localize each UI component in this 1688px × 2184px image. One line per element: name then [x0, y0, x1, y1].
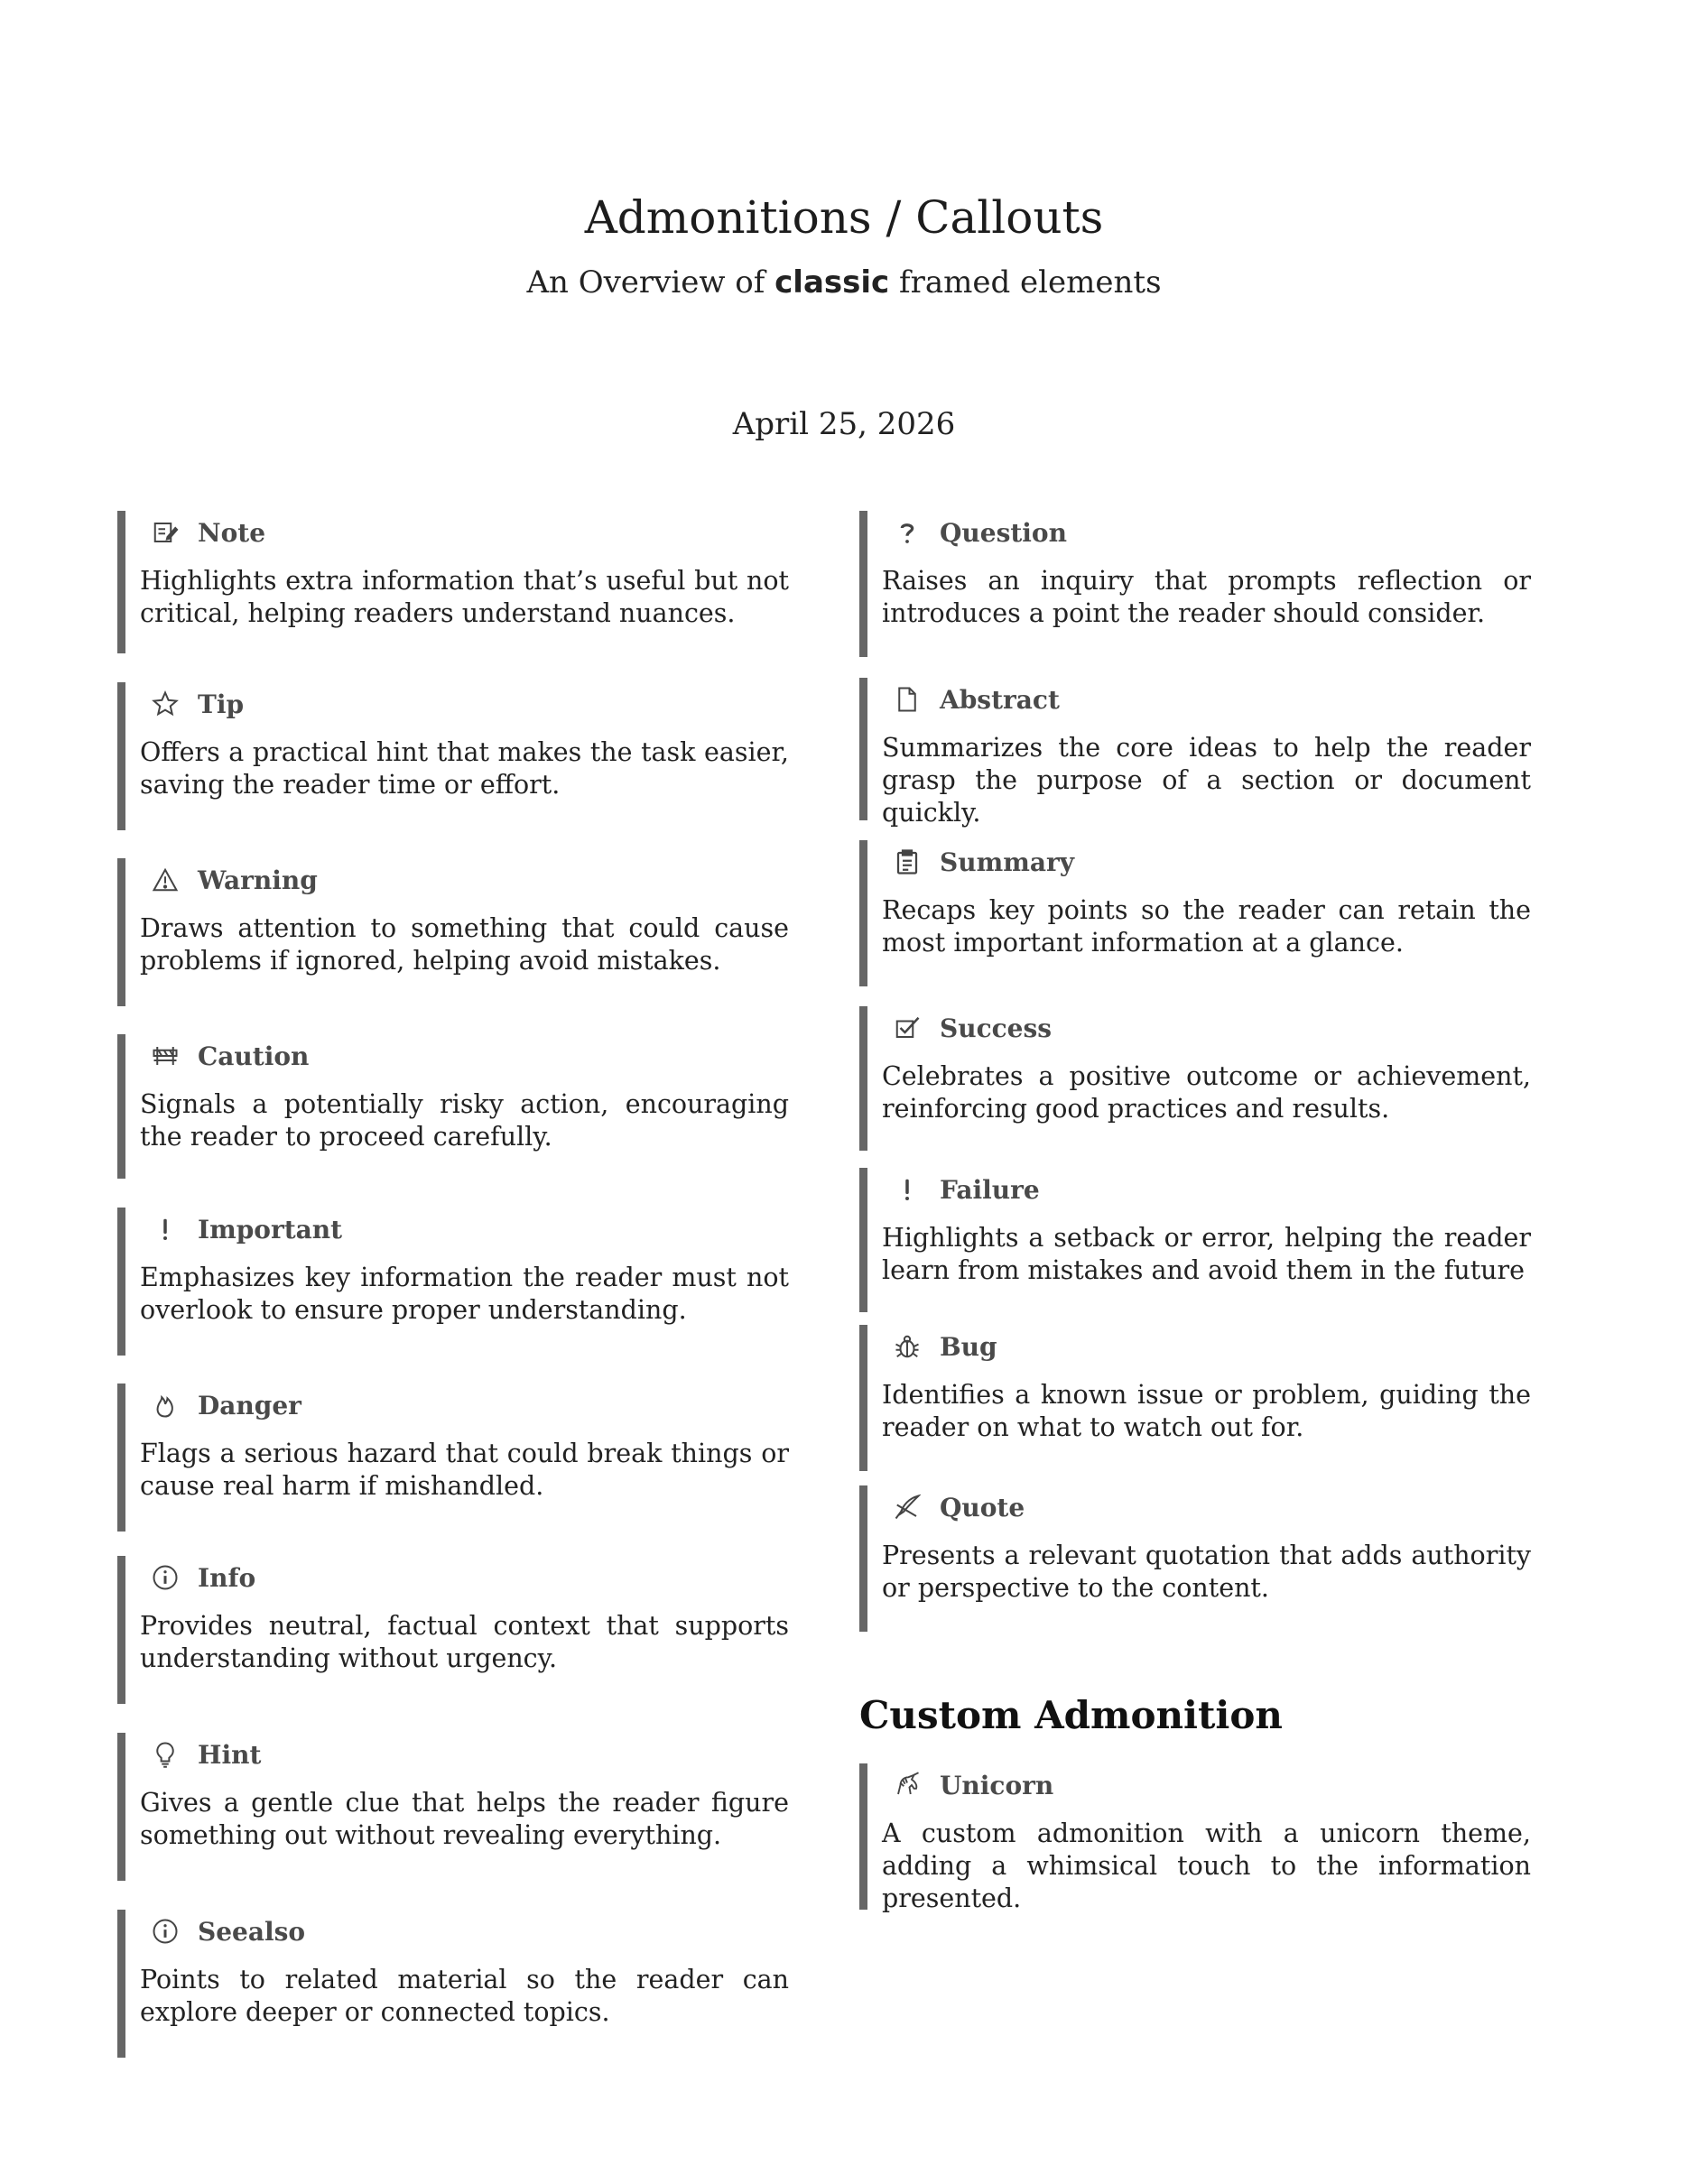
admonition-header [151, 1736, 261, 1772]
admonition-text: Presents a relevant quotation that adds authority or perspective to the content. [882, 1541, 1531, 1603]
admonition-label: Important [198, 1214, 343, 1245]
admonition-label: Abstract [940, 684, 1060, 715]
note-pencil-icon [151, 518, 180, 547]
admonition-seealso [117, 1910, 796, 2058]
admonition-header [893, 844, 1074, 880]
admonition-header [893, 1171, 1040, 1208]
admonition-label: Note [198, 517, 266, 548]
admonition-abstract [859, 678, 1538, 828]
admonition-header [893, 1767, 1053, 1803]
document-icon [893, 685, 922, 714]
admonition-label: Hint [198, 1739, 262, 1770]
admonition-quote [859, 1485, 1538, 1632]
admonition-header [893, 514, 1067, 551]
lightbulb-icon [151, 1740, 180, 1769]
admonition-info [117, 1556, 796, 1704]
clipboard-icon [893, 847, 922, 876]
info-circle-icon [151, 1917, 180, 1946]
admonition-header [151, 514, 265, 551]
admonition-text: Celebrates a positive outcome or achievement, reinforcing good practices and results. [882, 1061, 1531, 1124]
admonition-label: Unicorn [940, 1770, 1054, 1800]
admonition-header [893, 1328, 997, 1365]
admonition-danger [117, 1384, 796, 1532]
barrier-icon [151, 1041, 180, 1070]
admonition-text: Signals a potentially risky action, encouraging the reader to proceed carefully. [140, 1089, 789, 1152]
admonition-text: Gives a gentle clue that helps the reader figure something out without revealing everything. [140, 1788, 789, 1850]
admonition-header [893, 1489, 1025, 1525]
admonition-label: Seealso [198, 1916, 306, 1947]
admonition-failure [859, 1168, 1538, 1312]
admonition-note [117, 511, 796, 653]
admonition-text: Raises an inquiry that prompts reflection or introduces a point the reader should consider. [882, 566, 1531, 628]
subtitle-after: framed elements [899, 264, 1162, 301]
custom-admonition-heading: Custom Admonition [859, 1693, 1283, 1737]
document-subtitle [0, 262, 1688, 303]
subtitle-before: An Overview of [526, 264, 765, 301]
admonition-label: Question [940, 517, 1067, 548]
admonition-label: Warning [198, 865, 318, 895]
admonition-header [151, 1559, 255, 1596]
admonition-summary [859, 840, 1538, 986]
admonition-warning [117, 858, 796, 1006]
admonition-caution [117, 1034, 796, 1179]
admonition-text: Provides neutral, factual context that supports understanding without urgency. [140, 1611, 789, 1673]
admonition-tip [117, 682, 796, 830]
exclamation-icon [151, 1215, 180, 1244]
admonition-label: Failure [940, 1174, 1040, 1205]
admonition-text: Emphasizes key information the reader must not overlook to ensure proper understanding. [140, 1263, 789, 1325]
admonition-text: A custom admonition with a unicorn theme, adding a whimsical touch to the information presented. [882, 1818, 1531, 1913]
exclamation-icon [893, 1175, 922, 1204]
admonition-text: Highlights extra information that’s useful but not critical, helping readers understand nuances. [140, 566, 789, 628]
document-date: April 25, 2026 [732, 406, 956, 442]
admonition-success [859, 1006, 1538, 1151]
admonition-label: Summary [940, 847, 1074, 877]
admonition-label: Danger [198, 1390, 301, 1421]
admonition-label: Success [940, 1013, 1053, 1043]
info-circle-icon [151, 1563, 180, 1592]
admonition-header [893, 1010, 1052, 1046]
admonition-question [859, 511, 1538, 657]
admonition-text: Summarizes the core ideas to help the reader grasp the purpose of a section or document quickly. [882, 733, 1531, 828]
subtitle-bold: classic [774, 264, 890, 301]
admonition-text: Flags a serious hazard that could break things or cause real harm if mishandled. [140, 1439, 789, 1501]
star-icon [151, 689, 180, 718]
admonition-header [151, 1387, 301, 1423]
admonition-header [151, 1211, 342, 1247]
admonition-label: Tip [198, 689, 245, 719]
admonition-text: Draws attention to something that could cause problems if ignored, helping avoid mistakes. [140, 913, 789, 976]
unicorn-icon [893, 1771, 922, 1800]
warning-triangle-icon [151, 865, 180, 894]
admonition-label: Info [198, 1562, 256, 1593]
admonition-unicorn [859, 1763, 1538, 1913]
admonition-label: Caution [198, 1041, 310, 1071]
admonition-header [151, 686, 244, 722]
admonition-text: Highlights a setback or error, helping the reader learn from mistakes and avoid them in the future [882, 1223, 1531, 1285]
admonition-bug [859, 1325, 1538, 1471]
admonition-text: Points to related material so the reader can explore deeper or connected topics. [140, 1965, 789, 2027]
admonition-header [151, 1913, 305, 1949]
document-title: Admonitions / Callouts [584, 191, 1104, 244]
admonition-label: Quote [940, 1492, 1025, 1522]
admonition-header [893, 681, 1060, 717]
admonition-hint [117, 1733, 796, 1881]
admonition-label: Bug [940, 1331, 997, 1362]
checkbox-icon [893, 1013, 922, 1042]
fire-icon [151, 1391, 180, 1420]
quill-icon [893, 1493, 922, 1522]
admonition-important [117, 1208, 796, 1356]
question-icon [893, 518, 922, 547]
admonition-text: Offers a practical hint that makes the task easier, saving the reader time or effort. [140, 737, 789, 800]
admonition-text: Recaps key points so the reader can retain the most important information at a glance. [882, 895, 1531, 958]
admonition-header [151, 862, 318, 898]
admonition-text: Identifies a known issue or problem, guiding the reader on what to watch out for. [882, 1380, 1531, 1442]
bug-icon [893, 1332, 922, 1361]
admonition-header [151, 1038, 309, 1074]
